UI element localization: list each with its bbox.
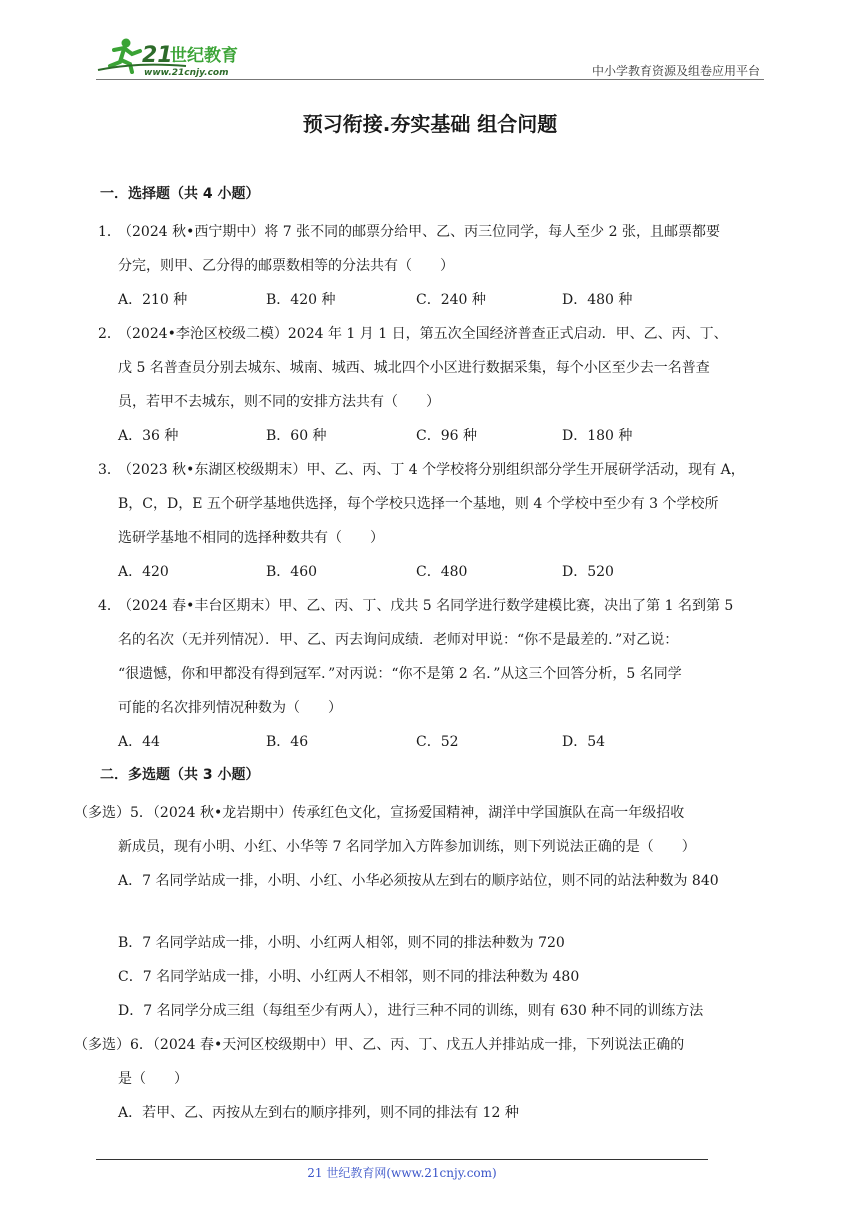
option-row	[96, 725, 764, 759]
question-text: 分完，则甲、乙分得的邮票数相等的分法共有（ ）	[118, 258, 454, 274]
runner-logo-icon	[96, 36, 266, 78]
section-heading: 二．多选题（共 3 小题）	[100, 767, 260, 783]
multi-tag: （多选）	[74, 805, 130, 821]
svg-text:www.21cnjy.com: www.21cnjy.com	[144, 68, 229, 78]
option-a[interactable]: A．若甲、乙、丙按从左到右的顺序排列，则不同的排法有 12 种	[118, 1105, 519, 1121]
option-a[interactable]: A．7 名同学站成一排，小明、小红、小华必须按从左到右的顺序站位，则不同的站法种数为 840	[118, 873, 719, 889]
question-number: 6．	[130, 1037, 153, 1053]
question-text: 员，若甲不去城东，则不同的安排方法共有（ ）	[118, 394, 440, 410]
option-a[interactable]: A．36 种	[118, 428, 179, 444]
option-b[interactable]: B．460	[266, 564, 318, 580]
option-c[interactable]: C．240 种	[416, 292, 486, 308]
question-text: （2024•李沧区校级二模）2024 年 1 月 1 日，第五次全国经济普查正式启动．甲、乙、丙、丁、	[118, 326, 728, 342]
question-text: （2024 春•天河区校级期中）甲、乙、丙、丁、戊五人并排站成一排，下列说法正确的	[152, 1037, 685, 1053]
page-header	[96, 36, 764, 80]
question-text: “很遗憾，你和甲都没有得到冠军．”对丙说：“你不是第 2 名．”从这三个回答分析，5 名同学	[118, 666, 682, 682]
question-6	[74, 1028, 764, 1130]
option-d[interactable]: D．54	[562, 734, 606, 750]
document-body	[74, 184, 764, 1130]
question-number: 3．	[98, 462, 121, 478]
option-d[interactable]: D．180 种	[562, 428, 633, 444]
question-text: 新成员，现有小明、小红、小华等 7 名同学加入方阵参加训练，则下列说法正确的是（ ）	[118, 839, 696, 855]
option-c[interactable]: C．52	[416, 734, 459, 750]
question-number: 2．	[98, 326, 121, 342]
option-row	[96, 419, 764, 453]
option-c[interactable]: C．480	[416, 564, 468, 580]
question-text: 名的名次（无并列情况）．甲、乙、丙去询问成绩．老师对甲说：“你不是最差的．”对乙说：	[118, 632, 679, 648]
option-row	[96, 283, 764, 317]
question-3	[96, 453, 764, 589]
page-title: 预习衔接.夯实基础 组合问题	[302, 112, 558, 136]
question-number: 4．	[98, 598, 121, 614]
option-a[interactable]: A．210 种	[118, 292, 188, 308]
option-d[interactable]: D．7 名同学分成三组（每组至少有两人），进行三种不同的训练，则有 630 种不同的训练方法	[118, 1003, 704, 1019]
footer-divider	[96, 1159, 708, 1160]
question-text: （2024 春•丰台区期末）甲、乙、丙、丁、戊共 5 名同学进行数学建模比赛，决出了第 1 名到第 5	[118, 598, 734, 614]
question-text: 选研学基地不相同的选择种数共有（ ）	[118, 530, 384, 546]
question-text: （2024 秋•龙岩期中）传承红色文化，宣扬爱国精神，湖洋中学国旗队在高一年级招收	[152, 805, 685, 821]
footer-link[interactable]: 21 世纪教育网(www.21cnjy.com)	[307, 1166, 497, 1180]
question-number: 5．	[130, 805, 153, 821]
option-b[interactable]: B．46	[266, 734, 309, 750]
question-text: 可能的名次排列情况种数为（ ）	[118, 700, 342, 716]
option-d[interactable]: D．480 种	[562, 292, 633, 308]
spacer	[74, 898, 764, 926]
question-text: B，C，D，E 五个研学基地供选择，每个学校只选择一个基地，则 4 个学校中至少有 3 个学校所	[118, 496, 719, 512]
question-5	[74, 796, 764, 1028]
question-4	[96, 589, 764, 759]
logo	[96, 36, 266, 78]
option-c[interactable]: C．7 名同学站成一排，小明、小红两人不相邻，则不同的排法种数为 480	[118, 969, 580, 985]
svg-text:世纪教育: 世纪教育	[170, 46, 238, 66]
platform-name: 中小学教育资源及组卷应用平台	[591, 64, 760, 78]
header-divider	[96, 79, 764, 80]
question-number: 1．	[98, 224, 121, 240]
option-b[interactable]: B．420 种	[266, 292, 336, 308]
option-c[interactable]: C．96 种	[416, 428, 477, 444]
option-b[interactable]: B．60 种	[266, 428, 327, 444]
section-heading: 一．选择题（共 4 小题）	[100, 186, 260, 202]
option-row	[96, 555, 764, 589]
question-text: （2024 秋•西宁期中）将 7 张不同的邮票分给甲、乙、丙三位同学，每人至少 2 张，且邮票都要	[118, 224, 720, 240]
multi-tag: （多选）	[74, 1037, 130, 1053]
question-text: 戊 5 名普查员分别去城东、城南、城西、城北四个小区进行数据采集，每个小区至少去一名普查	[118, 360, 710, 376]
question-text: 是（ ）	[118, 1071, 188, 1087]
question-1	[96, 215, 764, 317]
svg-text:21: 21	[142, 43, 173, 68]
option-b[interactable]: B．7 名同学站成一排，小明、小红两人相邻，则不同的排法种数为 720	[118, 935, 565, 951]
question-2	[96, 317, 764, 453]
option-a[interactable]: A．44	[118, 734, 160, 750]
option-d[interactable]: D．520	[562, 564, 614, 580]
question-text: （2023 秋•东湖区校级期末）甲、乙、丙、丁 4 个学校将分别组织部分学生开展研学活动，现有 A，	[118, 462, 745, 478]
option-a[interactable]: A．420	[118, 564, 169, 580]
